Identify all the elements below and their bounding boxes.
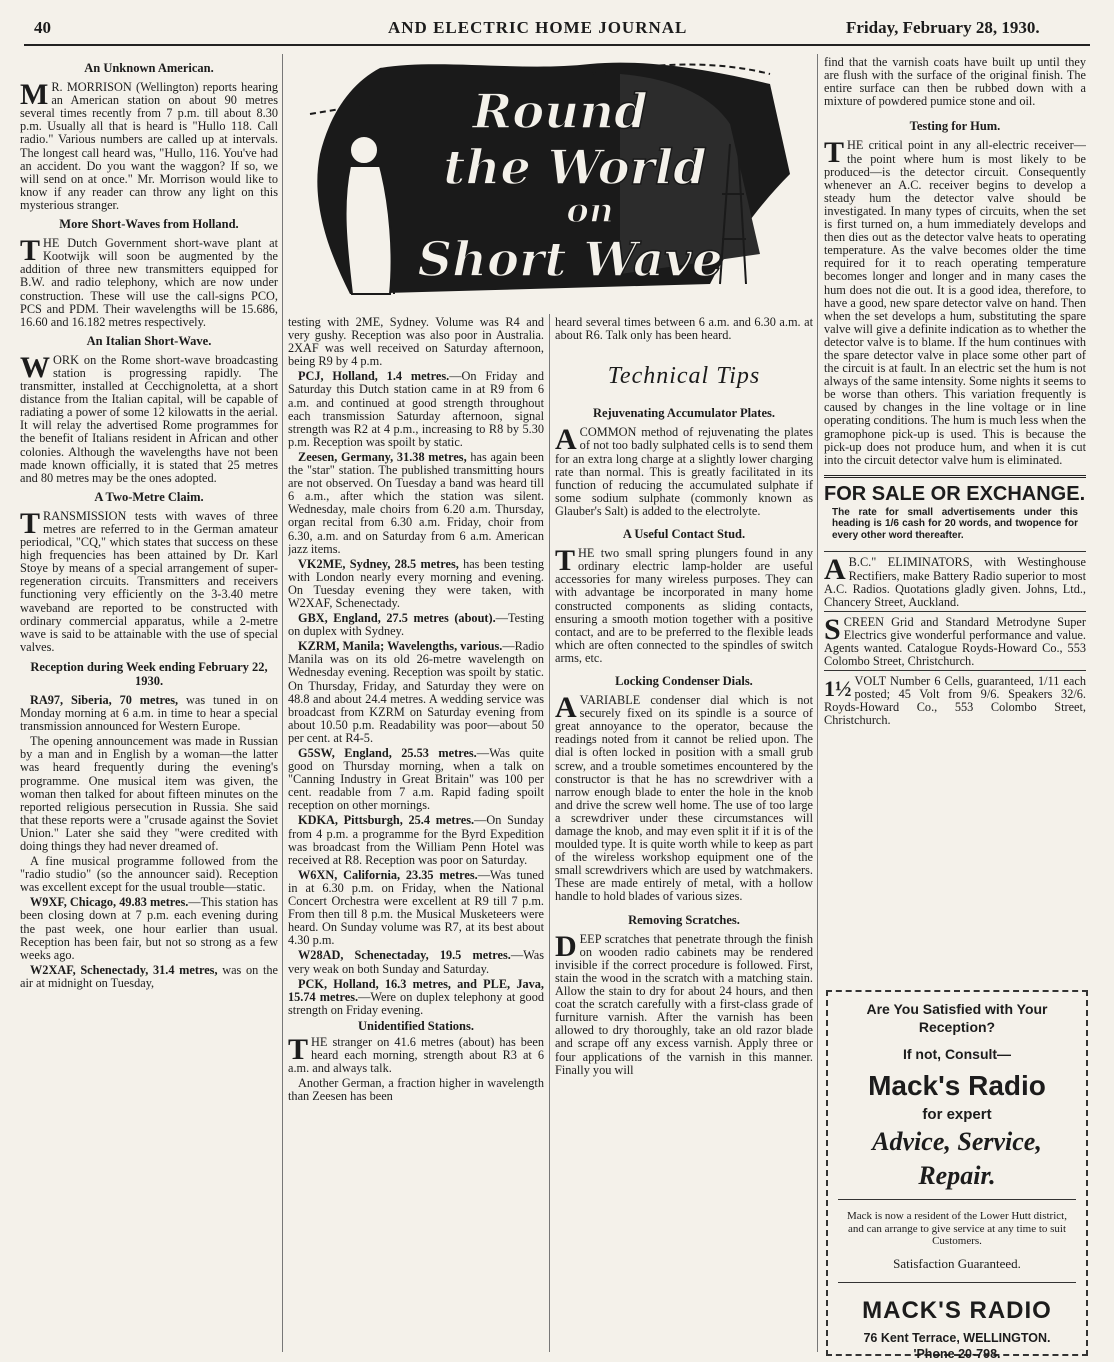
article-italian: WORK on the Rome short-wave broadcasting station is progressing rapidly. The transmitter, installed at Cecchignoletta, at a short distance from the Italian capital, will be capable of radiating a power of some 12 kilowatts in the aerial. It will relay the advertised Rome programmes for the benefit of Italians resident in African and other colonies. Although the wavelengths have not been made known officially, it is stated that 25 metres and 80 metres may be the ones adopted. <box>20 350 278 485</box>
ad-body: Mack is now a resident of the Lower Hutt district, and can arrange to give service at any time to suit Customers. <box>847 1210 1067 1247</box>
heading-hum: Testing for Hum. <box>909 119 1001 134</box>
column-divider <box>282 54 283 1352</box>
log-g5sw: G5SW, England, 25.53 metres.—Was quite good on Thursday morning, when a talk on "Canning Industry in Great Britain" was 100 per cent. readable from 7 a.m. Rapid fading spoilt reception on other mornings. <box>288 746 544 813</box>
heading-scratches: Removing Scratches. <box>628 912 740 927</box>
section-rule <box>824 475 1086 478</box>
dropcap: T <box>288 1032 309 1066</box>
ad-address: 76 Kent Terrace, WELLINGTON. <box>863 1330 1051 1345</box>
macks-radio-advert <box>826 990 1088 1361</box>
banner-illustration <box>290 54 812 312</box>
log-kzrm: KZRM, Manila; Wavelengths, various.—Radio Manila was on its old 26-metre wavelength on Wednesday evening. Reception was spoilt by static. On Thursday, Friday, and Saturday they were on 48.8 and about 24.4 metres. A wedding service was broadcast from KZRM on Saturday evening from about 10.50 p.m. Readability was poor—about 50 per cent. at R4-5. <box>288 639 544 745</box>
ad-advice: Advice, Service, <box>872 1127 1042 1156</box>
paragraph-another: Another German, a fraction higher in wavelength than Zeesen has been <box>288 1076 544 1104</box>
log-kdka: KDKA, Pittsburgh, 25.4 metres.—On Sunday from 4 p.m. a programme for the Byrd Expedition was broadcast from the William Penn Hotel was received at R8. Reception was poor on Saturday. <box>288 813 544 867</box>
article-locking-dials: AVARIABLE condenser dial which is not securely fixed on its spindle is a source of great annoyance to the operator, because the readings noted from it cannot be relied upon. The dial is often locked in position with a small grub screw, and a trouble sometimes encountered by the constructor is that he has no screwdriver with a narrow enough blade to enter the hole in the knob and drive the screw well home. The use of too large a screwdriver under these circumstances will damage the knob, and may even split it if it is of the moulded type. It is quite worth while to keep as part of the wireless workshop equipment one of the small screwdrivers which are used by watchmakers. These are made entirely of metal, with a hollow handle to hold blades of various sizes. <box>555 691 813 904</box>
log-vk2me: VK2ME, Sydney, 28.5 metres, has been testing with London nearly every morning and evening. On Tuesday evening they were taken, with W2XAF, Schenectady. <box>288 556 544 610</box>
paragraph-cont: testing with 2ME, Sydney. Volume was R4 and very gushy. Reception was also poor in Australia. 2XAF was well received on Saturday afternoon, being R9 by 4 p.m. <box>288 316 544 369</box>
column-2 <box>288 316 544 1354</box>
column-3 <box>555 316 813 1354</box>
header-rule <box>24 44 1090 46</box>
article-rejuvenating: ACOMMON method of rejuvenating the plates of not too badly sulphated cells is to send them for an extra long charge at a slightly lower charging rate than normal. This is greatly facilitated in its function of reducing the accumulated sulphate if some sodium sulphate (commonly known as Glauber's Salt) is added to the electrolyte. <box>555 423 813 518</box>
column-4 <box>824 56 1086 986</box>
column-divider <box>549 314 550 1352</box>
column-1 <box>20 56 278 1354</box>
heading-locking-dials: Locking Condenser Dials. <box>615 673 753 688</box>
technical-tips-title: Technical Tips <box>607 363 761 390</box>
log-w28ad: W28AD, Schenectaday, 19.5 metres.—Was very weak on both Sunday and Saturday. <box>288 948 544 976</box>
column-divider <box>817 54 818 1352</box>
journal-title: AND ELECTRIC HOME JOURNAL <box>388 18 688 37</box>
paragraph-fine: A fine musical programme followed from the "radio studio" (so the announcer said). Reception was excellent except for the usual trouble—static. <box>20 854 278 895</box>
article-holland: THE Dutch Government short-wave plant at Kootwijk will soon be augmented by the addition of three new transmitters equipped for B.W. and radio telephony, which are now under construction. These will use the call-signs PCO, PCS and PDM. Their wavelengths will be 15.686, 16.60 and 16.182 metres respectively. <box>20 234 278 329</box>
round-the-world-banner <box>290 54 812 312</box>
article-two-metre: TRANSMISSION tests with waves of three metres are referred to in the German amateur periodical, "CQ," which states that success on these high frequencies has been attained by Dr. Karl Stoye by means of a special arrangement of super-regeneration circuits. Transmitters and receivers functioning very efficiently on the 3-3.40 metre waveband are reported to be constructed with ordinary commercial apparatus, while a 2-metre wave is said to be attainable with the use of special valves. <box>20 506 278 654</box>
article-scratches: DEEP scratches that penetrate through the finish on wooden radio cabinets may be rendered invisible if the correct procedure is followed. First, stain the wood in the scratch with a matching stain. Allow the stain to dry for about 24 hours, and then coat the scratch carefully with a first-class grade of furniture varnish. After the varnish has been allowed to dry thoroughly, take an old razor blade and scrape off any excess varnish. Apply three or four applications of the varnish in this manner. Finally you will <box>555 929 813 1077</box>
dropcap: M <box>20 78 49 112</box>
ad-satisfaction: Satisfaction Guaranteed. <box>893 1255 1021 1271</box>
article-contact-stud: THE two small spring plungers found in any ordinary electric lamp-holder are useful accessories for many wireless purposes. They can with advantage be incorporated in many home constructed components as sliding contacts, ensuring a smooth motion together with a positive contact, and are to be preferred to the flexible leads which are often connected to the spindles of switch arms, etc. <box>555 544 813 665</box>
ad-phone: 'Phone 20-798. <box>913 1346 1001 1361</box>
article-hum: THE critical point in any all-electric receiver—the point where hum is most likely to be produced—is the detector circuit. Consequently whenever an A.C. receiver begins to develop a steady hum the detector valve should be investigated. In many types of circuits, when the set is first turned on, a hum immediately develops and then dies out as the detector valve heats to operating temperature. As the valve becomes older the time required for it to reach operating temperature becomes longer and longer and in many cases the hum does not die out. It is a good idea, therefore, to have a good, new spare detector valve on hand. Then when the set develops a hum, substituting the spare valve will give a definite indication as to whether the detector valve is to blame. If the hum continues with the spare detector valve in place some other part of the circuit is at fault. In an electric set the hum is not always of the same intensity. Some nights it seems to be worse than others. This variation frequently is caused by changes in the line voltage or in line operating conditions. The hum is much less when the gramophone pick-up is used. This is because the pick-up does not produce hum, and when it is cut into the circuit detector valve hum is eliminated. <box>824 136 1086 467</box>
dropcap: T <box>555 544 576 578</box>
dropcap: A <box>555 691 577 725</box>
log-w9xf: W9XF, Chicago, 49.83 metres.—This station has been closing down at 7 p.m. each evening during the past week, one hour earlier than usual. Reception has been fair, but not so strong as a few weeks ago. <box>20 895 278 962</box>
page-header <box>0 0 1114 46</box>
dropcap: A <box>555 423 577 457</box>
banner-line-4: Short Wave <box>417 232 723 288</box>
ad-rule <box>838 1282 1076 1283</box>
dropcap: 1½ <box>824 676 852 702</box>
ad-rule <box>838 1199 1076 1200</box>
dropcap: T <box>824 136 845 170</box>
ad-headline: Are You Satisfied with Your Reception? <box>866 1001 1048 1035</box>
article-unknown-american: M R. MORRISON (Wellington) reports hearing an American station on about 90 metres several times recently from 7 p.m. till about 8.30 p.m. Usually all that is heard is "Hullo 118. Call radio." Various numbers are called up at intervals. The longest call heard was, "Hullo, 116. You've had an accident. Do you want the waggon? If so, we will send on at once." Mr. Morrison would like to know if any reader can throw any light on this mysterious stranger. <box>20 78 278 212</box>
dropcap: T <box>20 234 41 268</box>
ad-name: Mack's Radio <box>868 1070 1046 1101</box>
classified-ad: 1½ VOLT Number 6 Cells, guaranteed, 1/11 each posted; 45 Volt from 9/6. Speakers 32/6. Royds-Howard Co., 553 Colombo Street, Christchurch. <box>824 670 1086 727</box>
for-sale-title: FOR SALE OR EXCHANGE. <box>824 482 1086 505</box>
dropcap: S <box>824 612 841 646</box>
log-pck: PCK, Holland, 16.3 metres, and PLE, Java, 15.74 metres.—Were on duplex telephony at good strength on Friday evening. <box>288 976 544 1017</box>
heading-italian: An Italian Short-Wave. <box>86 333 212 348</box>
dropcap: W <box>20 350 50 384</box>
banner-line-3: on <box>566 191 614 231</box>
log-ra97: RA97, Siberia, 70 metres, was tuned in on Monday morning at 6 a.m. in time to hear a special transmission announced for Western Europe. <box>20 692 278 734</box>
heading-holland: More Short-Waves from Holland. <box>59 217 239 232</box>
heading-rejuvenating: Rejuvenating Accumulator Plates. <box>592 406 776 421</box>
issue-date: Friday, February 28, 1930. <box>846 18 1040 37</box>
ad-repair: Repair. <box>918 1161 996 1190</box>
dropcap: D <box>555 929 577 963</box>
log-w6xn: W6XN, California, 23.35 metres.—Was tuned in at 6.30 p.m. on Friday, when the National Concert Orchestra were excellent at R9 till 7 p.m. From then till 8 p.m. the Musical Musketeers were heard. On Sunday volume was R7, at its best about 4.30 p.m. <box>288 867 544 948</box>
log-w2xaf: W2XAF, Schenectady, 31.4 metres, was on the air at midnight on Tuesday, <box>20 962 278 990</box>
paragraph-cont: find that the varnish coats have built up until they are flush with the surface of the original finish. The entire surface can then be rubbed down with a mixture of powdered pumice stone and oil. <box>824 56 1086 109</box>
heading-reception: Reception during Week ending February 22, 1930. <box>30 659 268 688</box>
log-pcj: PCJ, Holland, 1.4 metres.—On Friday and Saturday this Dutch station came in at R9 from 6 a.m. and continued at good strength throughout each transmission Saturday afternoon, signal strength was R2 at 4 p.m., increasing to R8 by 5.30 p.m. Reception was spoilt by static. <box>288 369 544 449</box>
dropcap: T <box>20 506 41 540</box>
article-unidentified: THE stranger on 41.6 metres (about) has been heard each morning, strength about R3 at 6 a.m. and always talk. <box>288 1032 544 1076</box>
ad-big-name: MACK'S RADIO <box>862 1296 1052 1324</box>
ad-for-expert: for expert <box>922 1106 992 1123</box>
classified-ad: SCREEN Grid and Standard Metrodyne Super Electrics give wonderful performance and value. Agents wanted. Catalogue Royds-Howard Co., 553 Colombo Street, Christchurch. <box>824 612 1086 669</box>
paragraph-opening: The opening announcement was made in Russian by a man and in English by a woman—the latter was heard frequently during the evening's programme. One musical item was given, the woman then talked for about fifteen minutes on the reported religious persecution in Russia. She said that these reports were a "crusade against the Soviet Union." Later she said they "were credited with doing things they had never dreamed of. <box>20 734 278 853</box>
banner-line-2: the World <box>443 140 707 196</box>
log-zeesen: Zeesen, Germany, 31.38 metres, has again been the "star" station. The published transmitting hours are not observed. On Tuesday a band was heard till 6 a.m., after which the station was silent. Wednesday, male choirs from 6.20 a.m. Thursday, organ recital from 6.30 a.m. Friday, choir from 6.30, a.m. and on Saturday from 6 a.m. American jazz items. <box>288 449 544 556</box>
dropcap: A <box>824 553 846 587</box>
for-sale-rates: The rate for small advertisements under this heading is 1/6 cash for 20 words, and twopence for every other word thereafter. <box>832 506 1078 541</box>
heading-unidentified: Unidentified Stations. <box>358 1018 474 1033</box>
heading-contact-stud: A Useful Contact Stud. <box>622 527 746 542</box>
classified-ad: A B.C." ELIMINATORS, with Westinghouse Rectifiers, make Battery Radio superior to most A.C. Radios. Quotations gladly given. Johns, Ltd., Chancery Street, Auckland. <box>824 553 1086 609</box>
log-gbx: GBX, England, 27.5 metres (about).—Testing on duplex with Sydney. <box>288 611 544 639</box>
heading-unknown-american: An Unknown American. <box>84 61 214 75</box>
ad-consult: If not, Consult— <box>902 1046 1012 1062</box>
page-number: 40 <box>34 18 51 37</box>
banner-line-1: Round <box>472 84 648 140</box>
paragraph-cont: heard several times between 6 a.m. and 6.30 a.m. at about R6. Talk only has been heard. <box>555 316 813 343</box>
heading-two-metre: A Two-Metre Claim. <box>94 489 204 504</box>
